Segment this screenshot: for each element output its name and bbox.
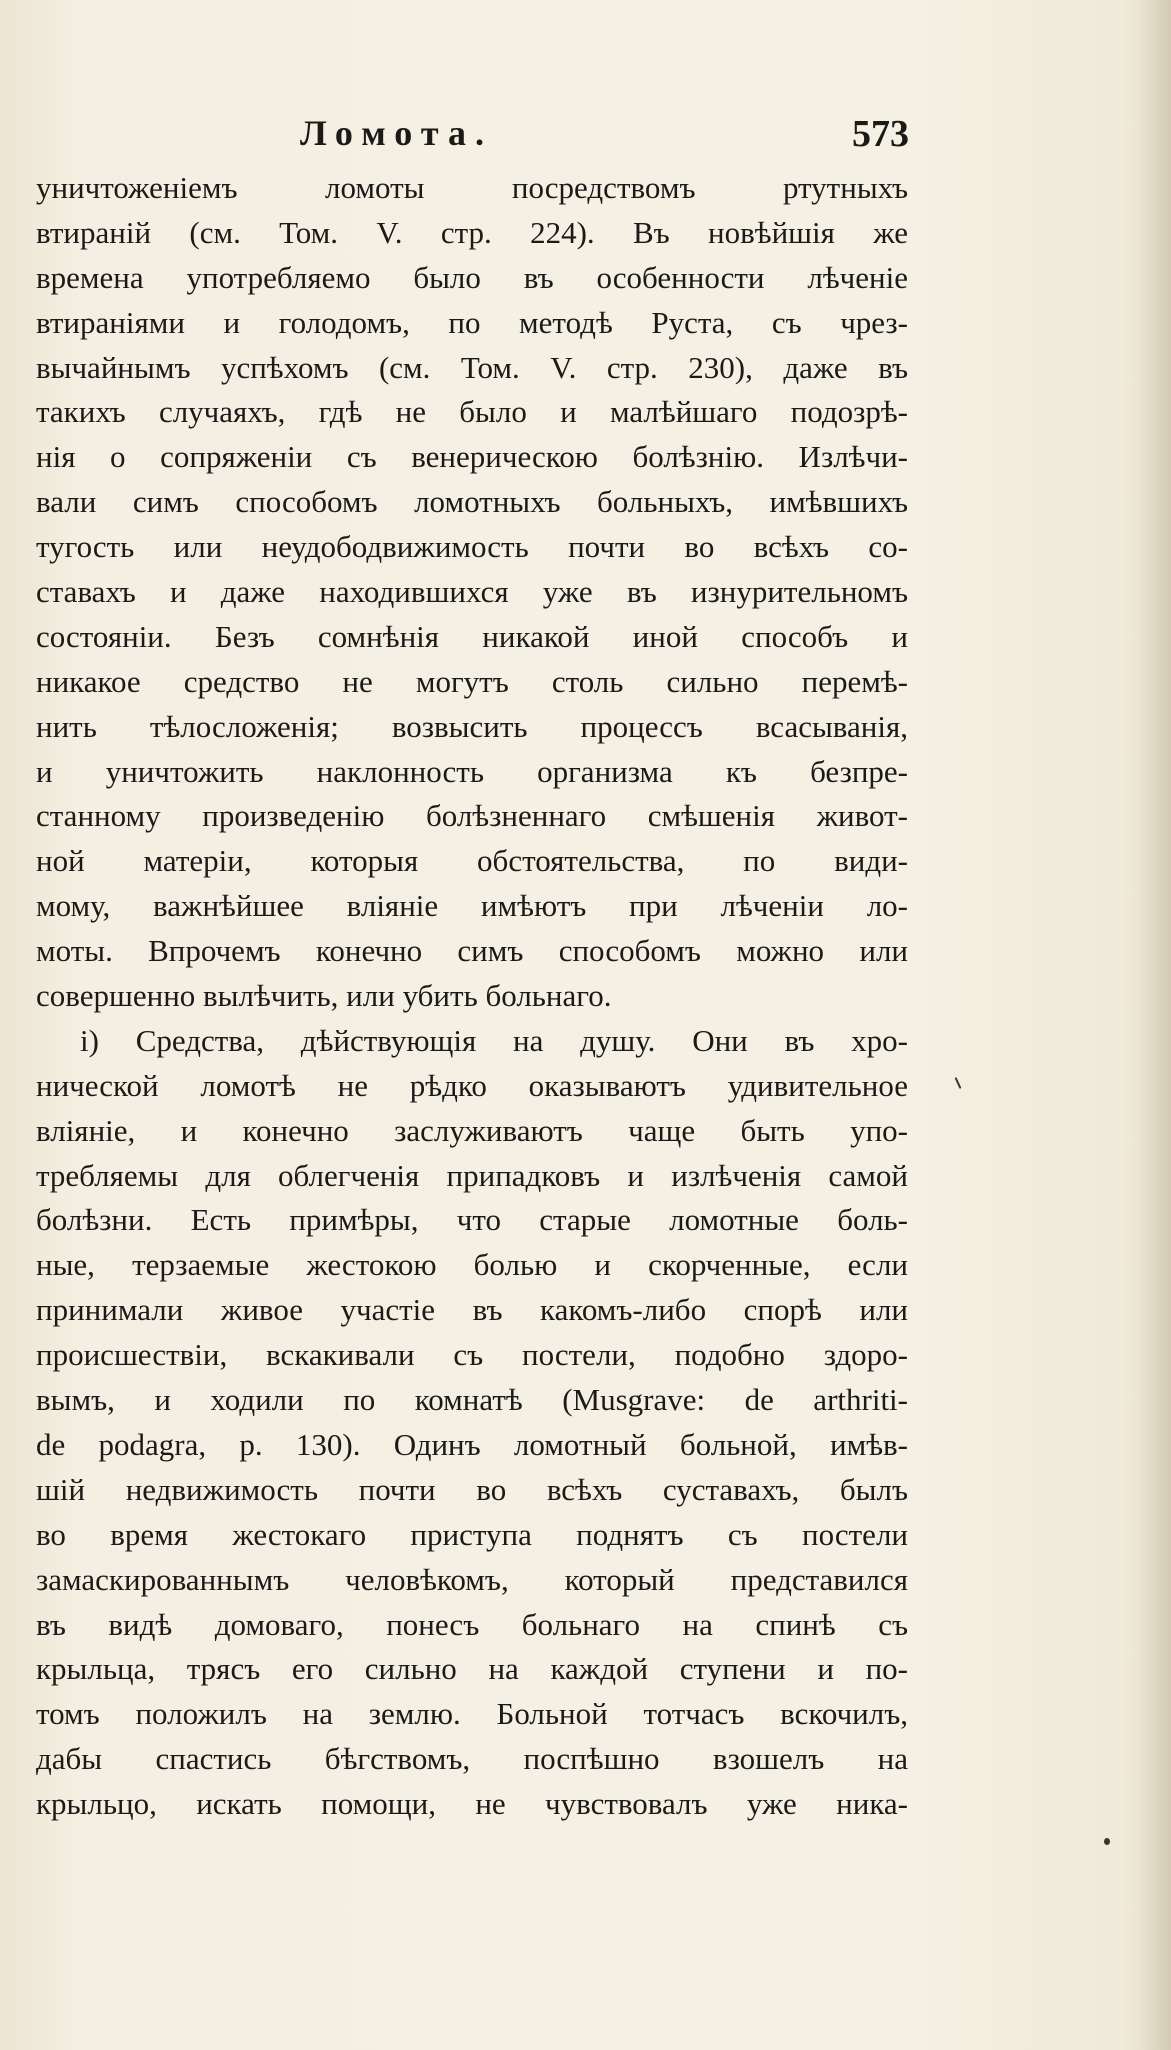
text-line: вымъ, и ходили по комнатѣ (Musgrave: de arthriti- bbox=[36, 1382, 908, 1418]
text-line: состояніи. Безъ сомнѣнія никакой иной способъ и bbox=[36, 618, 908, 654]
text-line: и уничтожить наклонность организма къ безпре- bbox=[36, 753, 908, 789]
text-line: нія о сопряженіи съ венерическою болѣзнію. Излѣчи- bbox=[36, 439, 908, 475]
running-head: Ломота. bbox=[300, 113, 493, 153]
text-line: принимали живое участіе въ какомъ-либо спорѣ или bbox=[36, 1292, 908, 1328]
text-line: нической ломотѣ не рѣдко оказываютъ удивительное bbox=[36, 1067, 908, 1103]
text-line: втираній (см. Том. V. стр. 224). Въ новѣйшія же bbox=[36, 214, 908, 250]
text-line: крыльца, трясъ его сильно на каждой ступени и по- bbox=[36, 1651, 908, 1687]
text-line: такихъ случаяхъ, гдѣ не было и малѣйшаго подозрѣ- bbox=[36, 394, 908, 430]
text-line: нить тѣлосложенія; возвысить процессъ всасыванія, bbox=[36, 708, 908, 744]
text-line: ставахъ и даже находившихся уже въ изнурительномъ bbox=[36, 574, 908, 610]
text-line: во время жестокаго приступа поднятъ съ постели bbox=[36, 1516, 908, 1552]
ink-speck bbox=[1104, 1838, 1110, 1845]
page-number: 573 bbox=[852, 113, 909, 155]
body-text bbox=[36, 166, 908, 1827]
text-line: замаскированнымъ человѣкомъ, который представился bbox=[36, 1561, 908, 1597]
text-line: болѣзни. Есть примѣры, что старые ломотные боль- bbox=[36, 1202, 908, 1238]
page-edge-shadow bbox=[1135, 0, 1171, 2050]
text-line: de podagra, p. 130). Одинъ ломотный больной, имѣв- bbox=[36, 1426, 908, 1462]
text-line: никакое средство не могутъ столь сильно перемѣ- bbox=[36, 663, 908, 699]
text-line: ной матеріи, которыя обстоятельства, по види- bbox=[36, 843, 908, 879]
text-line: вычайнымъ успѣхомъ (см. Том. V. стр. 230), даже въ bbox=[36, 349, 908, 385]
paragraph-start-line: i) Средства, дѣйствующія на душу. Они въ хро- bbox=[80, 1022, 908, 1058]
text-line: тугость или неудободвижимость почти во всѣхъ со- bbox=[36, 529, 908, 565]
text-line: вліяніе, и конечно заслуживаютъ чаще быть упо- bbox=[36, 1112, 908, 1148]
text-line: времена употребляемо было въ особенности лѣченіе bbox=[36, 259, 908, 295]
text-line: требляемы для облегченія припадковъ и излѣченія самой bbox=[36, 1157, 908, 1193]
text-line: моты. Впрочемъ конечно симъ способомъ можно или bbox=[36, 933, 908, 969]
text-line: ные, терзаемые жестокою болью и скорченные, если bbox=[36, 1247, 908, 1283]
text-line: станному произведенію болѣзненнаго смѣшенія живот- bbox=[36, 798, 908, 834]
text-line: мому, важнѣйшее вліяніе имѣютъ при лѣченіи ло- bbox=[36, 888, 908, 924]
text-line: уничтоженіемъ ломоты посредствомъ ртутныхъ bbox=[36, 170, 908, 205]
text-line: крыльцо, искать помощи, не чувствовалъ уже ника- bbox=[36, 1786, 908, 1822]
text-line: въ видѣ домоваго, понесъ больнаго на спинѣ съ bbox=[36, 1606, 908, 1642]
text-line: дабы спастись бѣгствомъ, поспѣшно взошелъ на bbox=[36, 1741, 908, 1777]
text-line: втираніями и голодомъ, по методѣ Руста, съ чрез- bbox=[36, 304, 908, 340]
text-line: вали симъ способомъ ломотныхъ больныхъ, имѣвшихъ bbox=[36, 484, 908, 520]
text-line: происшествіи, вскакивали съ постели, подобно здоро- bbox=[36, 1337, 908, 1373]
text-line: шій недвижимость почти во всѣхъ суставахъ, былъ bbox=[36, 1471, 908, 1507]
text-line: совершенно вылѣчить, или убить больнаго. bbox=[36, 978, 612, 1014]
text-line: томъ положилъ на землю. Больной тотчасъ вскочилъ, bbox=[36, 1696, 908, 1732]
ink-speck bbox=[955, 1077, 962, 1089]
